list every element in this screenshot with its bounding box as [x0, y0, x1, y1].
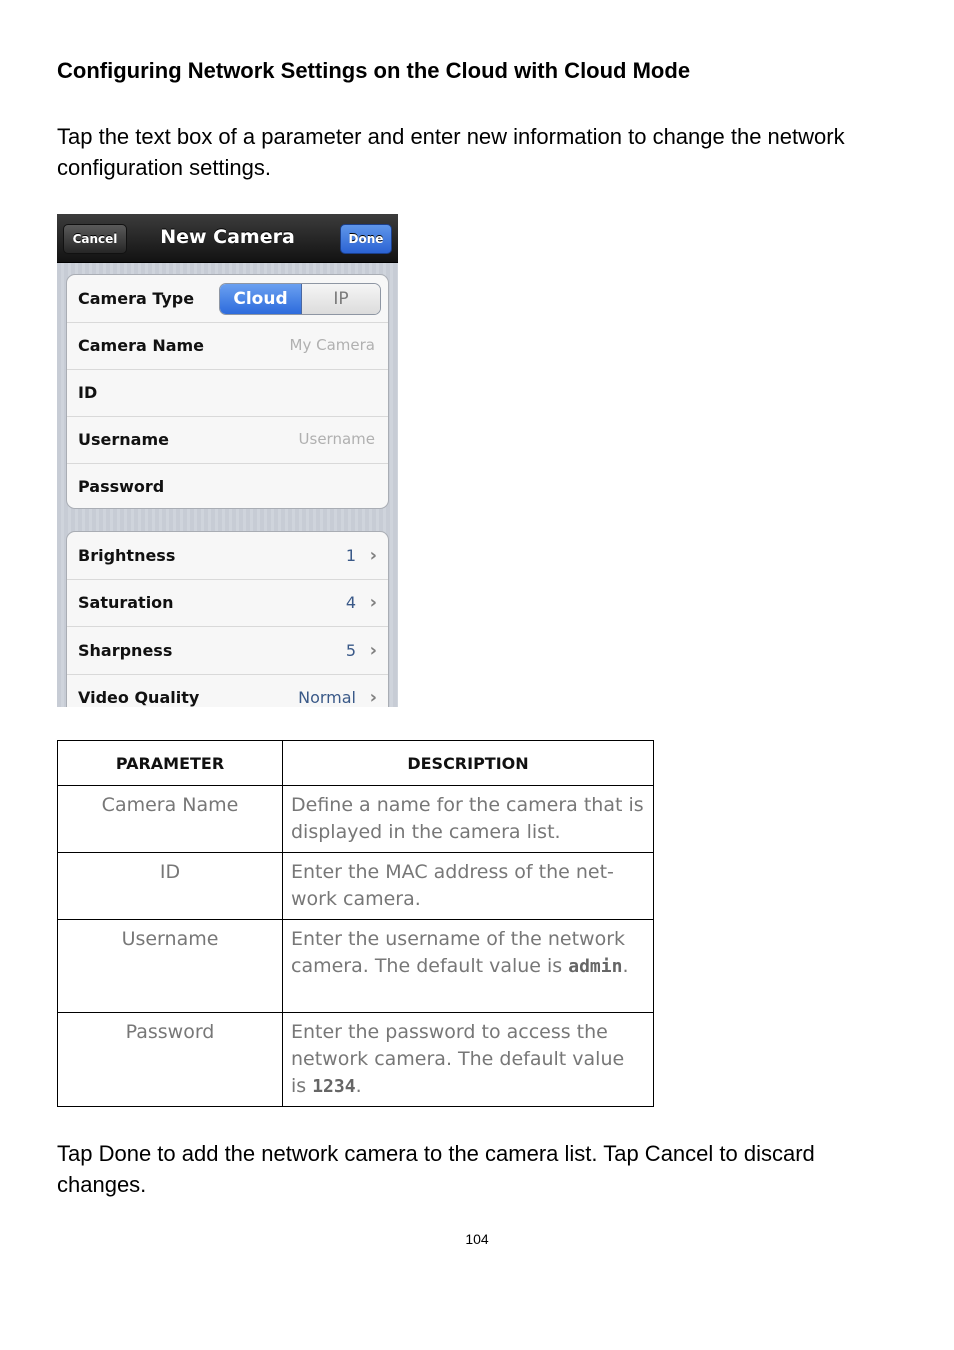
table-row — [58, 853, 654, 920]
parameter-name: Camera Name — [58, 786, 283, 853]
table-row — [58, 1013, 654, 1107]
camera-name-field[interactable] — [67, 322, 388, 370]
intro-paragraph: Tap the text box of a parameter and enter new information to change the network configuration settings. — [57, 124, 845, 180]
camera-settings-group — [66, 274, 389, 509]
outro-paragraph: Tap Done to add the network camera to the camera list. Tap Cancel to discard changes. — [57, 1141, 815, 1197]
username-label: Username — [78, 430, 169, 449]
parameter-name: Password — [58, 1013, 283, 1107]
password-label: Password — [78, 477, 165, 496]
camera-type-segmented-control[interactable] — [219, 283, 381, 315]
segment-ip[interactable]: IP — [302, 284, 380, 314]
parameter-table — [57, 740, 654, 1107]
done-button[interactable]: Done — [340, 224, 392, 254]
saturation-label: Saturation — [78, 593, 174, 612]
column-header-description: DESCRIPTION — [283, 741, 654, 786]
table-header-row — [58, 741, 654, 786]
parameter-description: Define a name for the camera that is displayed in the camera list. — [283, 786, 654, 853]
camera-name-label: Camera Name — [78, 336, 205, 355]
saturation-row[interactable] — [67, 579, 388, 627]
parameter-description — [283, 920, 654, 1013]
default-value-code: 1234 — [312, 1076, 356, 1097]
camera-name-placeholder: My Camera — [289, 336, 375, 354]
brightness-row[interactable] — [67, 532, 388, 580]
screen-title: New Camera — [160, 226, 295, 248]
description-end: . — [622, 955, 629, 977]
sharpness-row[interactable] — [67, 627, 388, 675]
parameter-name: Username — [58, 920, 283, 1013]
table-row — [58, 920, 654, 1013]
camera-type-label: Camera Type — [78, 289, 195, 308]
camera-type-row — [67, 275, 388, 323]
video-quality-row[interactable] — [67, 674, 388, 707]
cancel-button[interactable]: Cancel — [63, 224, 127, 254]
description-text: Enter the username of the network camera. The default value is — [291, 928, 626, 977]
nav-bar — [57, 214, 398, 263]
chevron-right-icon: › — [369, 592, 377, 613]
id-label: ID — [78, 383, 98, 402]
username-field[interactable] — [67, 416, 388, 464]
page-number: 104 — [465, 1231, 489, 1247]
section-heading: Configuring Network Settings on the Cloud with Cloud Mode — [57, 58, 691, 83]
saturation-value: 4 — [345, 593, 356, 612]
column-header-parameter: PARAMETER — [58, 741, 283, 786]
table-row — [58, 786, 654, 853]
video-quality-value: Normal — [298, 688, 356, 707]
default-value-code: admin — [568, 956, 623, 977]
app-screenshot — [57, 214, 398, 707]
parameter-name: ID — [58, 853, 283, 920]
brightness-value: 1 — [345, 546, 356, 565]
username-placeholder: Username — [298, 430, 375, 448]
image-settings-group — [66, 531, 389, 707]
id-field[interactable] — [67, 369, 388, 417]
video-quality-label: Video Quality — [78, 688, 200, 707]
description-end: . — [355, 1075, 362, 1097]
parameter-description — [283, 1013, 654, 1107]
password-field[interactable] — [67, 463, 388, 509]
sharpness-label: Sharpness — [78, 641, 173, 660]
chevron-right-icon: › — [369, 545, 377, 566]
sharpness-value: 5 — [345, 641, 356, 660]
description-text: Enter the password to access the network camera. The default value is — [291, 1021, 625, 1097]
chevron-right-icon: › — [369, 687, 377, 707]
chevron-right-icon: › — [369, 640, 377, 661]
parameter-description: Enter the MAC address of the net-work camera. — [283, 853, 654, 920]
segment-cloud[interactable]: Cloud — [220, 284, 302, 314]
brightness-label: Brightness — [78, 546, 176, 565]
